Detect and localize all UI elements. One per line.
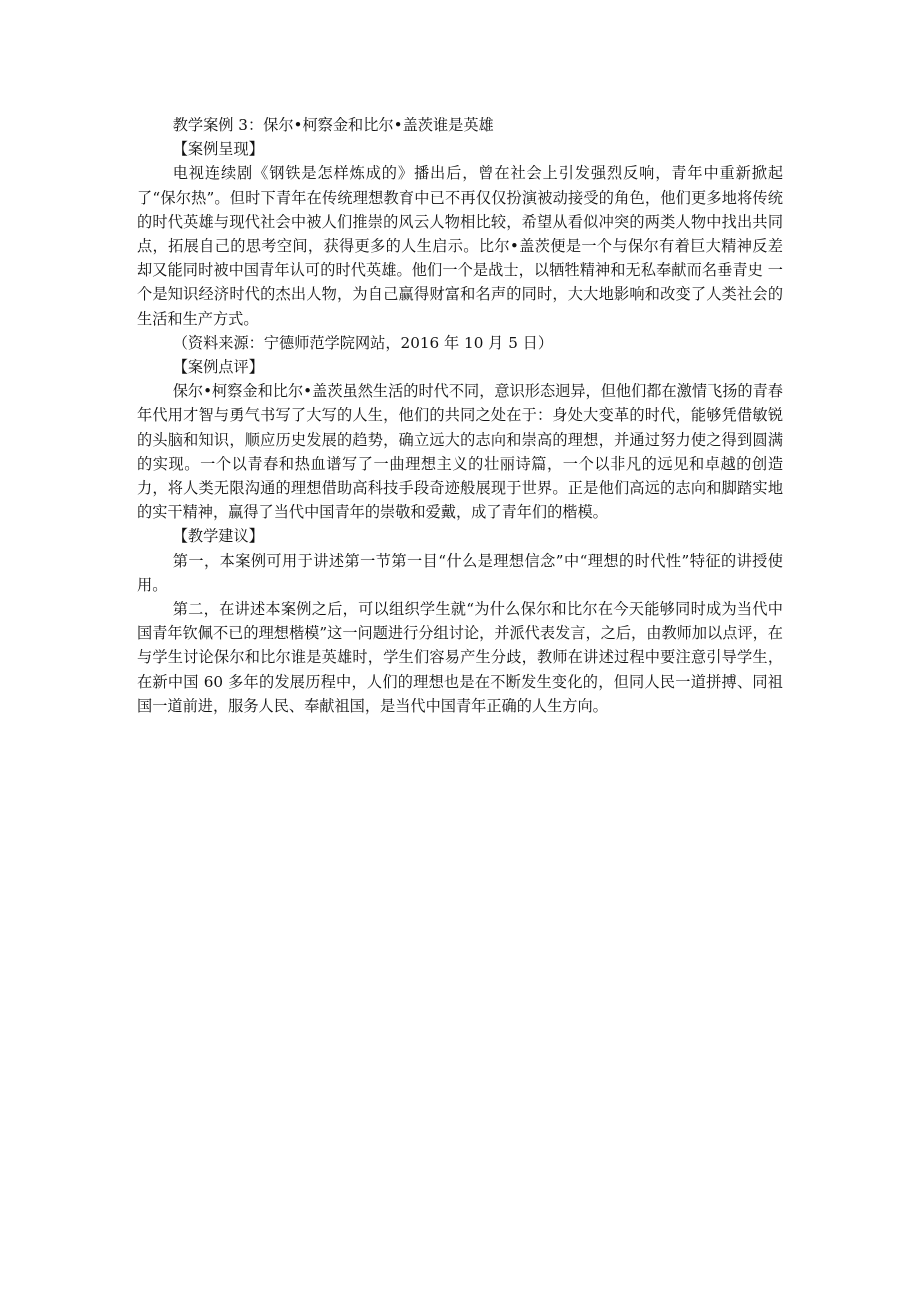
- document-title: 教学案例 3：保尔•柯察金和比尔•盖茨谁是英雄: [172, 116, 494, 134]
- section-heading-suggestion: 【教学建议】: [172, 527, 264, 546]
- comment-paragraph: 保尔•柯察金和比尔•盖茨虽然生活的时代不同，意识形态迥异，但他们都在激情飞扬的青春年代用才智与勇气书写了大写的人生，他们的共同之处在于：身处大变革的时代，能够凭借敏锐的头脑和知识，顺应历史发展的趋势，确立远大的志向和崇高的理想，并通过努力使之得到圆满的实现。一个以青春和热血谱写了一曲理想主义的壮丽诗篇，一个以非凡的远见和卓越的创造力，将人类无限沟通的理想借助高科技手段奇迹般展现于世界。正是他们高远的志向和脚踏实地的实干精神，赢得了当代中国青年的崇敬和爱戴，成了青年们的楷模。: [137, 382, 783, 522]
- suggestion-paragraph-2: 第二，在讲述本案例之后，可以组织学生就“为什么保尔和比尔在今天能够同时成为当代中国青年钦佩不已的理想楷模”这一问题进行分组讨论，并派代表发言，之后，由教师加以点评，在与学生讨论保尔和比尔谁是英雄时，学生们容易产生分歧，教师在讲述过程中要注意引导学生，在新中国 60 多年的发展历程中，人们的理想也是在不断发生变化的，但同人民一道拼搏、同祖国一道前进，服务人民、奉献祖国，是当代中国青年正确的人生方向。: [137, 600, 783, 715]
- document-page: [137, 113, 783, 718]
- case-paragraph: 电视连续剧《钢铁是怎样炼成的》播出后，曾在社会上引发强烈反响，青年中重新掀起了“保尔热”。但时下青年在传统理想教育中已不再仅仅扮演被动接受的角色，他们更多地将传统的时代英雄与现代社会中被人们推崇的风云人物相比较，希望从看似冲突的两类人物中找出共同点，拓展自己的思考空间，获得更多的人生启示。比尔•盖茨便是一个与保尔有着巨大精神反差却又能同时被中国青年认可的时代英雄。他们一个是战士，以牺牲精神和无私奉献而名垂青史 一个是知识经济时代的杰出人物，为自己赢得财富和名声的同时，大大地影响和改变了人类社会的生活和生产方式。: [137, 164, 783, 328]
- section-heading-comment: 【案例点评】: [172, 358, 264, 377]
- section-heading-case: 【案例呈现】: [172, 140, 264, 159]
- source-citation: （资料来源：宁德师范学院网站，2016 年 10 月 5 日）: [172, 333, 554, 352]
- suggestion-paragraph-1: 第一，本案例可用于讲述第一节第一目“什么是理想信念”中“理想的时代性”特征的讲授使用。: [137, 551, 783, 594]
